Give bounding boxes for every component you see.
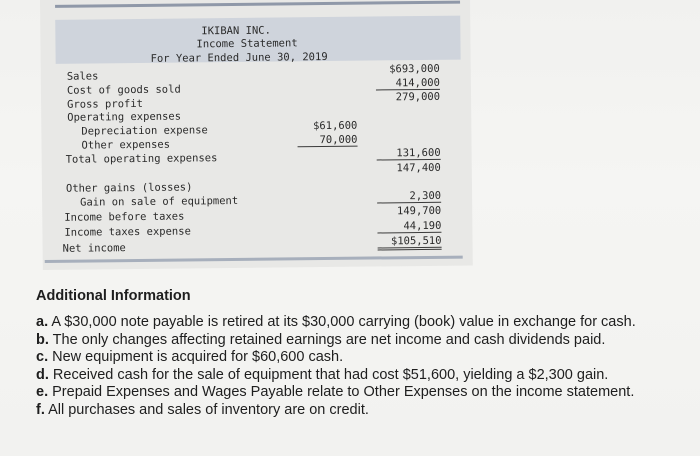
total-net-income: $105,510 bbox=[377, 235, 441, 251]
amount-depreciation: $61,600 bbox=[313, 119, 358, 133]
info-letter: f. bbox=[36, 401, 45, 418]
additional-information bbox=[36, 288, 696, 420]
total-sales: $693,000 bbox=[389, 62, 440, 76]
info-item-a bbox=[36, 314, 696, 332]
info-letter: b. bbox=[36, 331, 49, 348]
total-cogs: 414,000 bbox=[376, 77, 440, 91]
label-other-expenses: Other expenses bbox=[81, 138, 171, 152]
info-text: The only changes affecting retained earnings are net income and cash dividends paid. bbox=[52, 331, 606, 348]
company-name: IKIBAN INC. bbox=[201, 24, 271, 38]
info-item-d bbox=[36, 367, 696, 385]
info-letter: e. bbox=[36, 384, 49, 401]
total-income-taxes: 44,190 bbox=[377, 220, 441, 234]
info-item-e bbox=[36, 384, 696, 402]
amount-other-expenses: 70,000 bbox=[297, 134, 357, 148]
label-sales: Sales bbox=[66, 70, 99, 83]
info-text: Received cash for the sale of equipment that had cost $51,600, yielding a $2,300 gain. bbox=[52, 366, 609, 383]
statement-top-rule bbox=[55, 1, 460, 8]
total-income-before-taxes: 149,700 bbox=[396, 204, 442, 218]
income-statement bbox=[40, 0, 473, 270]
label-income-taxes: Income taxes expense bbox=[64, 225, 191, 239]
label-total-operating-expenses: Total operating expenses bbox=[65, 152, 218, 166]
income-from-operations: 147,400 bbox=[396, 161, 441, 175]
label-other-gains: Other gains (losses) bbox=[65, 181, 193, 195]
label-income-before-taxes: Income before taxes bbox=[64, 210, 185, 224]
total-gross-profit: 279,000 bbox=[395, 90, 441, 104]
info-text: Prepaid Expenses and Wages Payable relate to Other Expenses on the income statement. bbox=[52, 384, 635, 401]
info-text: All purchases and sales of inventory are on credit. bbox=[48, 401, 369, 418]
additional-information-heading: Additional Information bbox=[36, 288, 191, 304]
label-net-income: Net income bbox=[62, 242, 126, 255]
info-letter: d. bbox=[36, 366, 49, 383]
statement-bottom-rule bbox=[45, 256, 463, 263]
total-operating-expenses: 131,600 bbox=[377, 147, 441, 161]
label-operating-expenses: Operating expenses bbox=[67, 110, 182, 124]
info-text: A $30,000 note payable is retired at its $30,000 carrying (book) value in exchange for cash. bbox=[51, 314, 636, 330]
label-depreciation: Depreciation expense bbox=[81, 124, 208, 138]
info-item-b bbox=[36, 332, 696, 350]
total-gain-on-sale: 2,300 bbox=[377, 190, 441, 204]
label-cogs: Cost of goods sold bbox=[66, 83, 181, 97]
info-letter: a. bbox=[36, 314, 49, 330]
info-letter: c. bbox=[36, 349, 49, 366]
label-gross-profit: Gross profit bbox=[67, 97, 144, 111]
info-item-c bbox=[36, 349, 696, 367]
statement-period: For Year Ended June 30, 2019 bbox=[150, 50, 328, 65]
statement-title: Income Statement bbox=[196, 37, 298, 51]
label-gain-on-sale: Gain on sale of equipment bbox=[80, 194, 239, 209]
info-text: New equipment is acquired for $60,600 cash. bbox=[52, 349, 344, 366]
info-item-f bbox=[36, 402, 696, 420]
